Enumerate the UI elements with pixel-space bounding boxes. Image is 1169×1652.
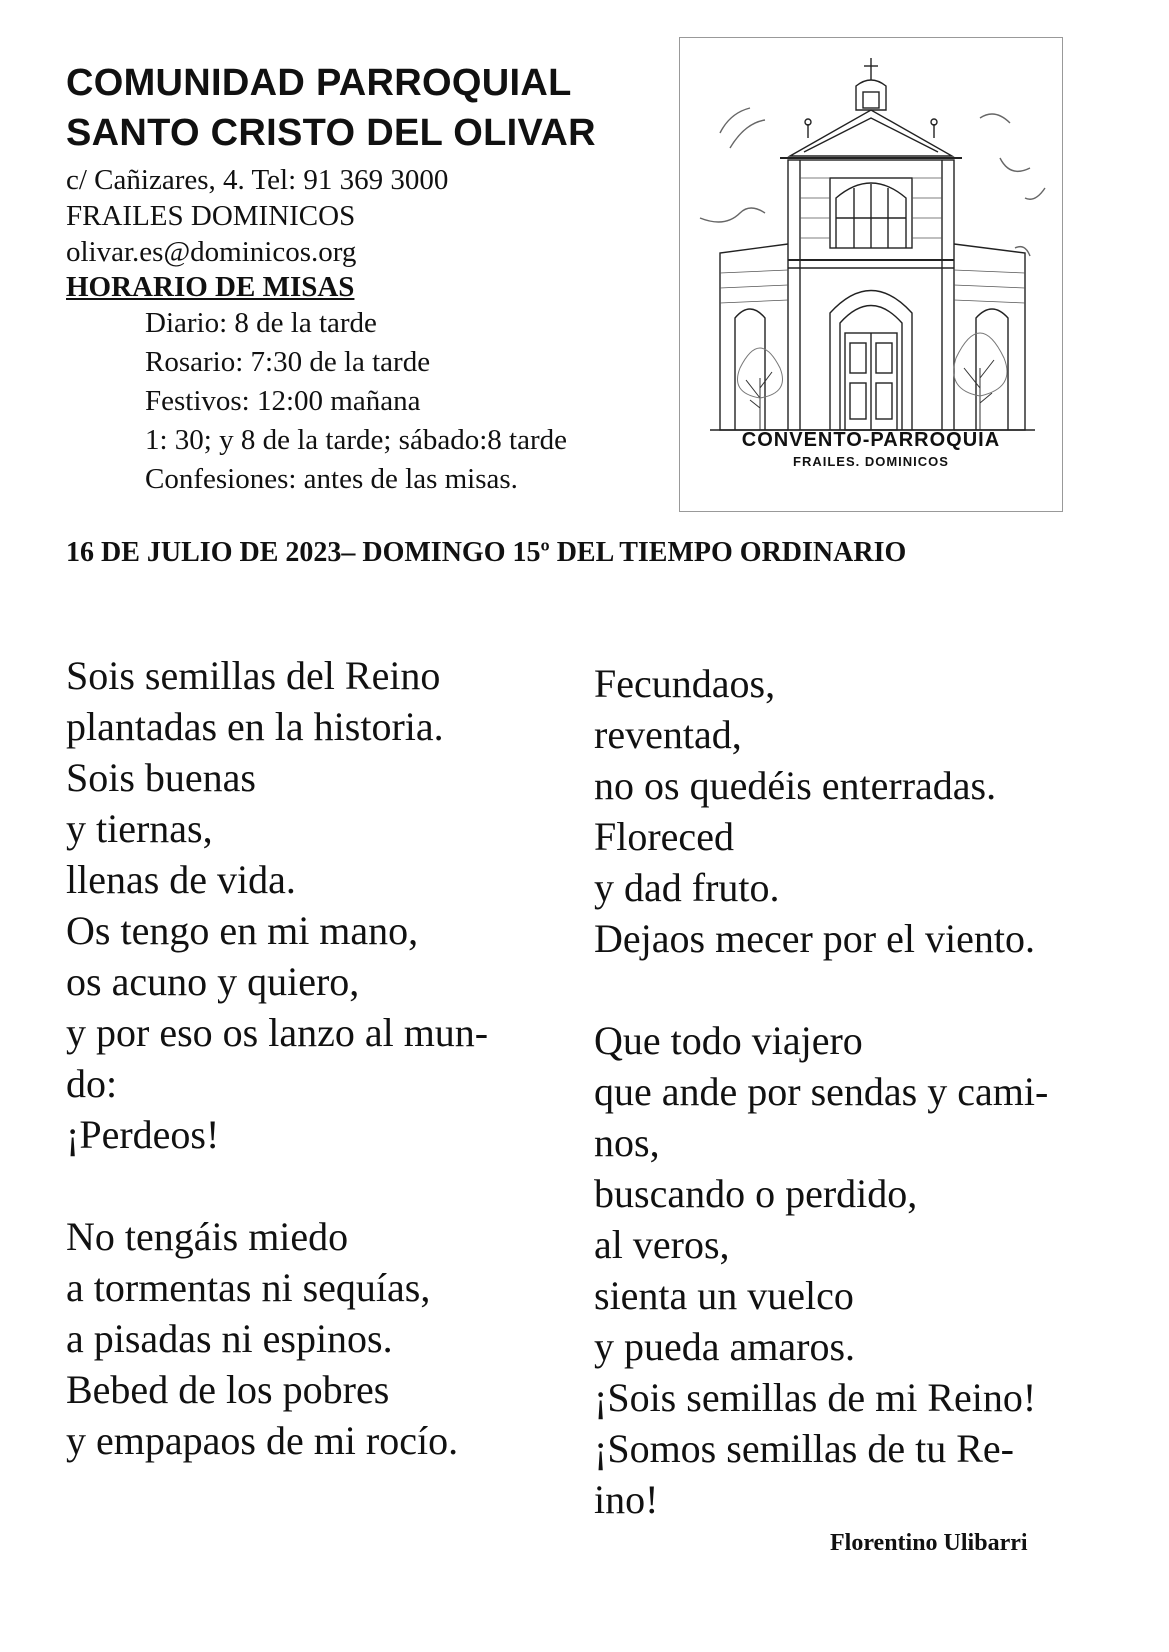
poem-line: ¡Sois semillas de mi Reino! (594, 1375, 1037, 1420)
poem-line: Que todo viajero (594, 1018, 863, 1063)
poem-line: Floreced (594, 814, 734, 859)
poem-line: Sois semillas del Reino (66, 653, 441, 698)
poem-line: reventad, (594, 712, 742, 757)
mass-schedule (145, 304, 666, 499)
poem-line: llenas de vida. (66, 857, 296, 902)
church-facade-drawing (680, 38, 1062, 511)
poem-line: y tiernas, (66, 806, 213, 851)
poem-line: buscando o perdido, (594, 1171, 918, 1216)
mass-schedule-title: HORARIO DE MISAS (66, 271, 355, 303)
poem-line: no os quedéis enterradas. (594, 763, 997, 808)
schedule-line: Festivos: 12:00 mañana (145, 385, 421, 417)
parish-address: c/ Cañizares, 4. Tel: 91 369 3000 (66, 164, 449, 196)
poem-line: plantadas en la historia. (66, 704, 444, 749)
poem-line: que ande por sendas y cami- (594, 1069, 1049, 1114)
poem-line: Dejaos mecer por el viento. (594, 916, 1035, 961)
parish-header (66, 58, 666, 499)
poem-line: Sois buenas (66, 755, 256, 800)
poem-right-column (594, 658, 1048, 1525)
poem-line: a tormentas ni sequías, (66, 1265, 431, 1310)
parish-email: olivar.es@dominicos.org (66, 236, 357, 268)
poem-line: Os tengo en mi mano, (66, 908, 419, 953)
parish-title-line2: SANTO CRISTO DEL OLIVAR (66, 112, 596, 154)
poem-line: os acuno y quiero, (66, 959, 360, 1004)
poem-line: nos, (594, 1120, 660, 1165)
poem-line: ino! (594, 1477, 659, 1522)
poem-line: y dad fruto. (594, 865, 780, 910)
poem-stanza (594, 1015, 1048, 1525)
liturgical-date: 16 DE JULIO DE 2023– DOMINGO 15º DEL TIEMPO ORDINARIO (66, 537, 907, 568)
parish-order: FRAILES DOMINICOS (66, 200, 356, 232)
schedule-line: Diario: 8 de la tarde (145, 307, 377, 339)
poem-stanza (66, 1211, 488, 1466)
poem-line: y empapaos de mi rocío. (66, 1418, 459, 1463)
schedule-line: Rosario: 7:30 de la tarde (145, 346, 431, 378)
poem-line: y pueda amaros. (594, 1324, 856, 1369)
poem-line: y por eso os lanzo al mun- (66, 1010, 489, 1055)
poem-line: do: (66, 1061, 118, 1106)
poem-author: Florentino Ulibarri (830, 1530, 1028, 1556)
sketch-caption-line1: CONVENTO-PARROQUIA (741, 429, 1001, 451)
poem-line: Fecundaos, (594, 661, 776, 706)
church-sketch (679, 37, 1063, 512)
poem-stanza (66, 650, 488, 1160)
poem-stanza (594, 658, 1048, 964)
poem-line: No tengáis miedo (66, 1214, 349, 1259)
poem-line: ¡Somos semillas de tu Re- (594, 1426, 1014, 1471)
schedule-line: 1: 30; y 8 de la tarde; sábado:8 tarde (145, 424, 567, 456)
poem-line: sienta un vuelco (594, 1273, 854, 1318)
schedule-line: Confesiones: antes de las misas. (145, 463, 518, 495)
poem-line: al veros, (594, 1222, 730, 1267)
parish-title-line1: COMUNIDAD PARROQUIAL (66, 62, 572, 104)
poem-left-column (66, 650, 488, 1466)
poem-line: Bebed de los pobres (66, 1367, 390, 1412)
sketch-caption-line2: FRAILES. DOMINICOS (793, 454, 949, 469)
poem-line: ¡Perdeos! (66, 1112, 220, 1157)
poem-line: a pisadas ni espinos. (66, 1316, 393, 1361)
